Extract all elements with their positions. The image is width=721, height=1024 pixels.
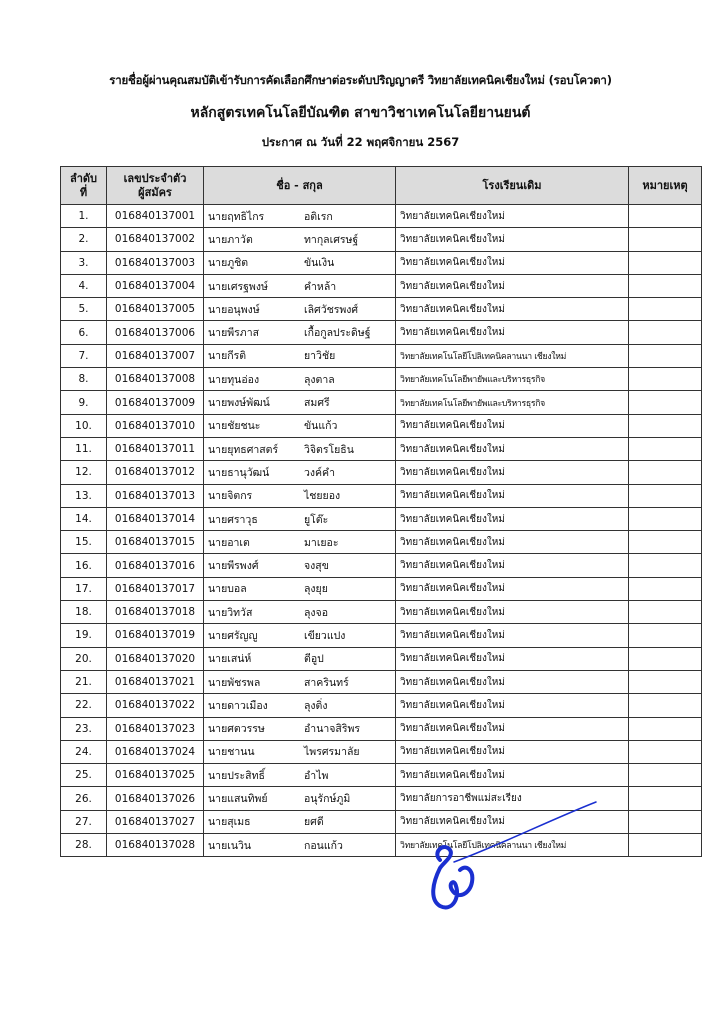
previous-school: วิทยาลัยเทคนิคเชียงใหม่: [396, 228, 629, 251]
first-name: นายธานุวัฒน์: [208, 466, 270, 479]
applicant-name: [204, 251, 396, 274]
last-name: สมศรี: [304, 397, 330, 410]
table-row: [61, 368, 702, 391]
applicant-name: [204, 694, 396, 717]
applicant-name: [204, 298, 396, 321]
remark-cell: [629, 484, 702, 507]
previous-school: วิทยาลัยเทคนิคเชียงใหม่: [396, 670, 629, 693]
first-name: นายแสนทิพย์: [208, 793, 268, 806]
row-number: 20.: [61, 647, 107, 670]
applicant-id: 016840137007: [107, 344, 204, 367]
previous-school: วิทยาลัยเทคนิคเชียงใหม่: [396, 740, 629, 763]
column-header-name: ชื่อ - สกุล: [204, 167, 396, 205]
previous-school: วิทยาลัยเทคนิคเชียงใหม่: [396, 461, 629, 484]
applicant-id: 016840137019: [107, 624, 204, 647]
applicant-id: 016840137006: [107, 321, 204, 344]
first-name: นายภูชิต: [208, 257, 249, 270]
first-name: นายพัชรพล: [208, 676, 261, 689]
applicant-name: [204, 507, 396, 530]
previous-school: วิทยาลัยเทคโนโลยีโปลิเทคนิคลานนา เชียงใหม่: [396, 834, 629, 857]
previous-school: วิทยาลัยเทคนิคเชียงใหม่: [396, 554, 629, 577]
row-number: 12.: [61, 461, 107, 484]
table-row: [61, 647, 702, 670]
applicant-name: [204, 437, 396, 460]
table-row: [61, 344, 702, 367]
last-name: ยศดี: [304, 816, 324, 829]
last-name: เขียวแปง: [304, 629, 346, 642]
row-number: 7.: [61, 344, 107, 367]
first-name: นายชัยชนะ: [208, 420, 261, 433]
previous-school: วิทยาลัยเทคนิคเชียงใหม่: [396, 414, 629, 437]
previous-school: วิทยาลัยการอาชีพแม่สะเรียง: [396, 787, 629, 810]
row-number: 9.: [61, 391, 107, 414]
table-row: [61, 740, 702, 763]
table-row: [61, 391, 702, 414]
applicant-id: 016840137016: [107, 554, 204, 577]
first-name: นายบอล: [208, 583, 247, 596]
applicant-name: [204, 461, 396, 484]
last-name: ตีอูป: [304, 653, 324, 666]
previous-school: วิทยาลัยเทคโนโลยีพายัพและบริหารธุรกิจ: [396, 391, 629, 414]
remark-cell: [629, 624, 702, 647]
remark-cell: [629, 694, 702, 717]
applicant-id: 016840137026: [107, 787, 204, 810]
table-row: [61, 461, 702, 484]
first-name: นายเสน่ห์: [208, 653, 252, 666]
previous-school: วิทยาลัยเทคนิคเชียงใหม่: [396, 577, 629, 600]
first-name: นายฤทธิไกร: [208, 210, 265, 223]
table-row: [61, 228, 702, 251]
applicant-name: [204, 787, 396, 810]
previous-school: วิทยาลัยเทคนิคเชียงใหม่: [396, 531, 629, 554]
applicant-id: 016840137001: [107, 205, 204, 228]
first-name: นายอนุพงษ์: [208, 303, 260, 316]
row-number: 3.: [61, 251, 107, 274]
row-number: 11.: [61, 437, 107, 460]
table-header-row: [61, 167, 702, 205]
remark-cell: [629, 251, 702, 274]
remark-cell: [629, 554, 702, 577]
applicant-name: [204, 670, 396, 693]
row-number: 5.: [61, 298, 107, 321]
row-number: 26.: [61, 787, 107, 810]
remark-cell: [629, 507, 702, 530]
first-name: นายสุเมธ: [208, 816, 251, 829]
first-name: นายเศรฐพงษ์: [208, 280, 268, 293]
applicant-id: 016840137017: [107, 577, 204, 600]
applicant-id: 016840137011: [107, 437, 204, 460]
applicant-id: 016840137004: [107, 274, 204, 297]
previous-school: วิทยาลัยเทคนิคเชียงใหม่: [396, 274, 629, 297]
table-row: [61, 414, 702, 437]
first-name: นายภาวัต: [208, 233, 253, 246]
last-name: ทากุลเศรษฐ์: [304, 233, 359, 246]
row-number: 23.: [61, 717, 107, 740]
previous-school: วิทยาลัยเทคโนโลยีโปลิเทคนิคลานนา เชียงใหม่: [396, 344, 629, 367]
applicant-name: [204, 554, 396, 577]
applicant-name: [204, 368, 396, 391]
last-name: อำไพ: [304, 769, 329, 782]
first-name: นายศราวุธ: [208, 513, 258, 526]
previous-school: วิทยาลัยเทคนิคเชียงใหม่: [396, 694, 629, 717]
applicant-name: [204, 205, 396, 228]
previous-school: วิทยาลัยเทคนิคเชียงใหม่: [396, 437, 629, 460]
applicant-id: 016840137010: [107, 414, 204, 437]
applicant-id: 016840137023: [107, 717, 204, 740]
row-number: 2.: [61, 228, 107, 251]
previous-school: วิทยาลัยเทคนิคเชียงใหม่: [396, 810, 629, 833]
applicant-name: [204, 228, 396, 251]
remark-cell: [629, 461, 702, 484]
row-number: 1.: [61, 205, 107, 228]
first-name: นายศรัญญู: [208, 629, 258, 642]
applicant-name: [204, 344, 396, 367]
last-name: ลุงจอ: [304, 606, 329, 619]
remark-cell: [629, 787, 702, 810]
row-number: 19.: [61, 624, 107, 647]
first-name: นายประสิทธิ์: [208, 769, 265, 782]
column-header-id: เลขประจำตัว ผู้สมัคร: [107, 167, 204, 205]
first-name: นายยุทธศาสตร์: [208, 443, 279, 456]
table-row: [61, 484, 702, 507]
applicant-name: [204, 624, 396, 647]
remark-cell: [629, 298, 702, 321]
applicant-name: [204, 274, 396, 297]
table-row: [61, 834, 702, 857]
row-number: 17.: [61, 577, 107, 600]
table-row: [61, 810, 702, 833]
applicant-id: 016840137009: [107, 391, 204, 414]
last-name: ลุงตาล: [304, 373, 335, 386]
applicant-name: [204, 740, 396, 763]
applicant-name: [204, 834, 396, 857]
row-number: 28.: [61, 834, 107, 857]
table-row: [61, 787, 702, 810]
previous-school: วิทยาลัยเทคนิคเชียงใหม่: [396, 717, 629, 740]
first-name: นายจิตกร: [208, 490, 253, 503]
table-row: [61, 554, 702, 577]
applicant-id: 016840137022: [107, 694, 204, 717]
table-row: [61, 764, 702, 787]
last-name: กอนแก้ว: [304, 839, 343, 852]
applicant-id: 016840137021: [107, 670, 204, 693]
remark-cell: [629, 228, 702, 251]
first-name: นายพีรภาส: [208, 327, 260, 340]
remark-cell: [629, 717, 702, 740]
remark-cell: [629, 531, 702, 554]
remark-cell: [629, 670, 702, 693]
last-name: ยูโต๊ะ: [304, 513, 329, 526]
applicant-name: [204, 764, 396, 787]
table-row: [61, 624, 702, 647]
last-name: ยาวิชัย: [304, 350, 336, 363]
remark-cell: [629, 321, 702, 344]
remark-cell: [629, 274, 702, 297]
program-title: หลักสูตรเทคโนโลยีบัณฑิต สาขาวิชาเทคโนโลยียานยนต์: [190, 105, 531, 121]
last-name: อนุรักษ์ภูมิ: [304, 793, 351, 806]
first-name: นายเนวิน: [208, 839, 252, 852]
table-row: [61, 298, 702, 321]
first-name: นายชานน: [208, 746, 255, 759]
applicant-name: [204, 391, 396, 414]
last-name: จงสุข: [304, 560, 329, 573]
remark-cell: [629, 810, 702, 833]
row-number: 14.: [61, 507, 107, 530]
remark-cell: [629, 414, 702, 437]
row-number: 15.: [61, 531, 107, 554]
remark-cell: [629, 601, 702, 624]
last-name: มาเยอะ: [304, 536, 339, 549]
applicant-id: 016840137003: [107, 251, 204, 274]
last-name: ขันเงิน: [304, 257, 335, 270]
remark-cell: [629, 834, 702, 857]
table-row: [61, 694, 702, 717]
applicant-id: 016840137005: [107, 298, 204, 321]
last-name: ขันแก้ว: [304, 420, 338, 433]
column-header-remark: หมายเหตุ: [629, 167, 702, 205]
last-name: วงค์คำ: [304, 466, 335, 479]
applicant-name: [204, 601, 396, 624]
previous-school: วิทยาลัยเทคนิคเชียงใหม่: [396, 484, 629, 507]
previous-school: วิทยาลัยเทคนิคเชียงใหม่: [396, 624, 629, 647]
applicant-name: [204, 484, 396, 507]
last-name: ไชยยอง: [304, 490, 341, 503]
row-number: 22.: [61, 694, 107, 717]
remark-cell: [629, 391, 702, 414]
row-number: 8.: [61, 368, 107, 391]
signature-mark: [410, 790, 600, 920]
applicant-id: 016840137024: [107, 740, 204, 763]
previous-school: วิทยาลัยเทคนิคเชียงใหม่: [396, 764, 629, 787]
table-row: [61, 507, 702, 530]
remark-cell: [629, 437, 702, 460]
row-number: 10.: [61, 414, 107, 437]
applicant-id: 016840137025: [107, 764, 204, 787]
last-name: อติเรก: [304, 210, 333, 223]
last-name: เลิศวัชรพงศ์: [304, 303, 359, 316]
column-header-school: โรงเรียนเดิม: [396, 167, 629, 205]
table-row: [61, 251, 702, 274]
table-row: [61, 577, 702, 600]
last-name: ลุงติ่ง: [304, 699, 328, 712]
row-number: 4.: [61, 274, 107, 297]
last-name: ไพรศรมาลัย: [304, 746, 360, 759]
last-name: สาครินทร์: [304, 676, 349, 689]
row-number: 24.: [61, 740, 107, 763]
table-row: [61, 205, 702, 228]
table-row: [61, 670, 702, 693]
applicant-name: [204, 810, 396, 833]
applicant-id: 016840137008: [107, 368, 204, 391]
previous-school: วิทยาลัยเทคนิคเชียงใหม่: [396, 205, 629, 228]
remark-cell: [629, 205, 702, 228]
first-name: นายกีรติ: [208, 350, 247, 363]
applicant-name: [204, 717, 396, 740]
applicant-name: [204, 577, 396, 600]
remark-cell: [629, 647, 702, 670]
row-number: 16.: [61, 554, 107, 577]
applicant-name: [204, 531, 396, 554]
table-row: [61, 437, 702, 460]
first-name: นายดาวเมือง: [208, 699, 268, 712]
applicant-id: 016840137013: [107, 484, 204, 507]
last-name: คำหล้า: [304, 280, 337, 293]
remark-cell: [629, 764, 702, 787]
previous-school: วิทยาลัยเทคโนโลยีพายัพและบริหารธุรกิจ: [396, 368, 629, 391]
last-name: ลุงยุย: [304, 583, 328, 596]
applicant-id: 016840137002: [107, 228, 204, 251]
table-row: [61, 321, 702, 344]
previous-school: วิทยาลัยเทคนิคเชียงใหม่: [396, 601, 629, 624]
applicant-id: 016840137027: [107, 810, 204, 833]
row-number: 6.: [61, 321, 107, 344]
table-row: [61, 601, 702, 624]
row-number: 27.: [61, 810, 107, 833]
previous-school: วิทยาลัยเทคนิคเชียงใหม่: [396, 251, 629, 274]
remark-cell: [629, 344, 702, 367]
table-row: [61, 274, 702, 297]
applicant-table: [60, 166, 702, 857]
previous-school: วิทยาลัยเทคนิคเชียงใหม่: [396, 507, 629, 530]
first-name: นายทุนอ่อง: [208, 373, 260, 386]
announcement-date: ประกาศ ณ วันที่ 22 พฤศจิกายน 2567: [261, 135, 460, 149]
first-name: นายศตวรรษ: [208, 723, 265, 736]
applicant-id: 016840137015: [107, 531, 204, 554]
applicant-name: [204, 321, 396, 344]
applicant-id: 016840137028: [107, 834, 204, 857]
table-row: [61, 717, 702, 740]
first-name: นายอาเต: [208, 536, 250, 549]
document-title: รายชื่อผู้ผ่านคุณสมบัติเข้ารับการคัดเลือกศึกษาต่อระดับปริญญาตรี วิทยาลัยเทคนิคเชียงใหม่ (รอบโควตา): [109, 73, 612, 87]
applicant-id: 016840137014: [107, 507, 204, 530]
row-number: 25.: [61, 764, 107, 787]
row-number: 18.: [61, 601, 107, 624]
table-row: [61, 531, 702, 554]
previous-school: วิทยาลัยเทคนิคเชียงใหม่: [396, 647, 629, 670]
remark-cell: [629, 577, 702, 600]
row-number: 13.: [61, 484, 107, 507]
first-name: นายพงษ์พัฒน์: [208, 397, 270, 410]
remark-cell: [629, 368, 702, 391]
applicant-id: 016840137018: [107, 601, 204, 624]
last-name: อำนาจสิริพร: [304, 723, 361, 736]
applicant-name: [204, 647, 396, 670]
applicant-name: [204, 414, 396, 437]
applicant-id: 016840137020: [107, 647, 204, 670]
row-number: 21.: [61, 670, 107, 693]
column-header-no: ลำดับ ที่: [61, 167, 107, 205]
applicant-id: 016840137012: [107, 461, 204, 484]
last-name: เกื้อกูลประดิษฐ์: [304, 327, 371, 340]
previous-school: วิทยาลัยเทคนิคเชียงใหม่: [396, 298, 629, 321]
remark-cell: [629, 740, 702, 763]
first-name: นายวิทวัส: [208, 606, 253, 619]
last-name: วิจิตรโยธิน: [304, 443, 354, 456]
previous-school: วิทยาลัยเทคนิคเชียงใหม่: [396, 321, 629, 344]
first-name: นายพีรพงศ์: [208, 560, 259, 573]
